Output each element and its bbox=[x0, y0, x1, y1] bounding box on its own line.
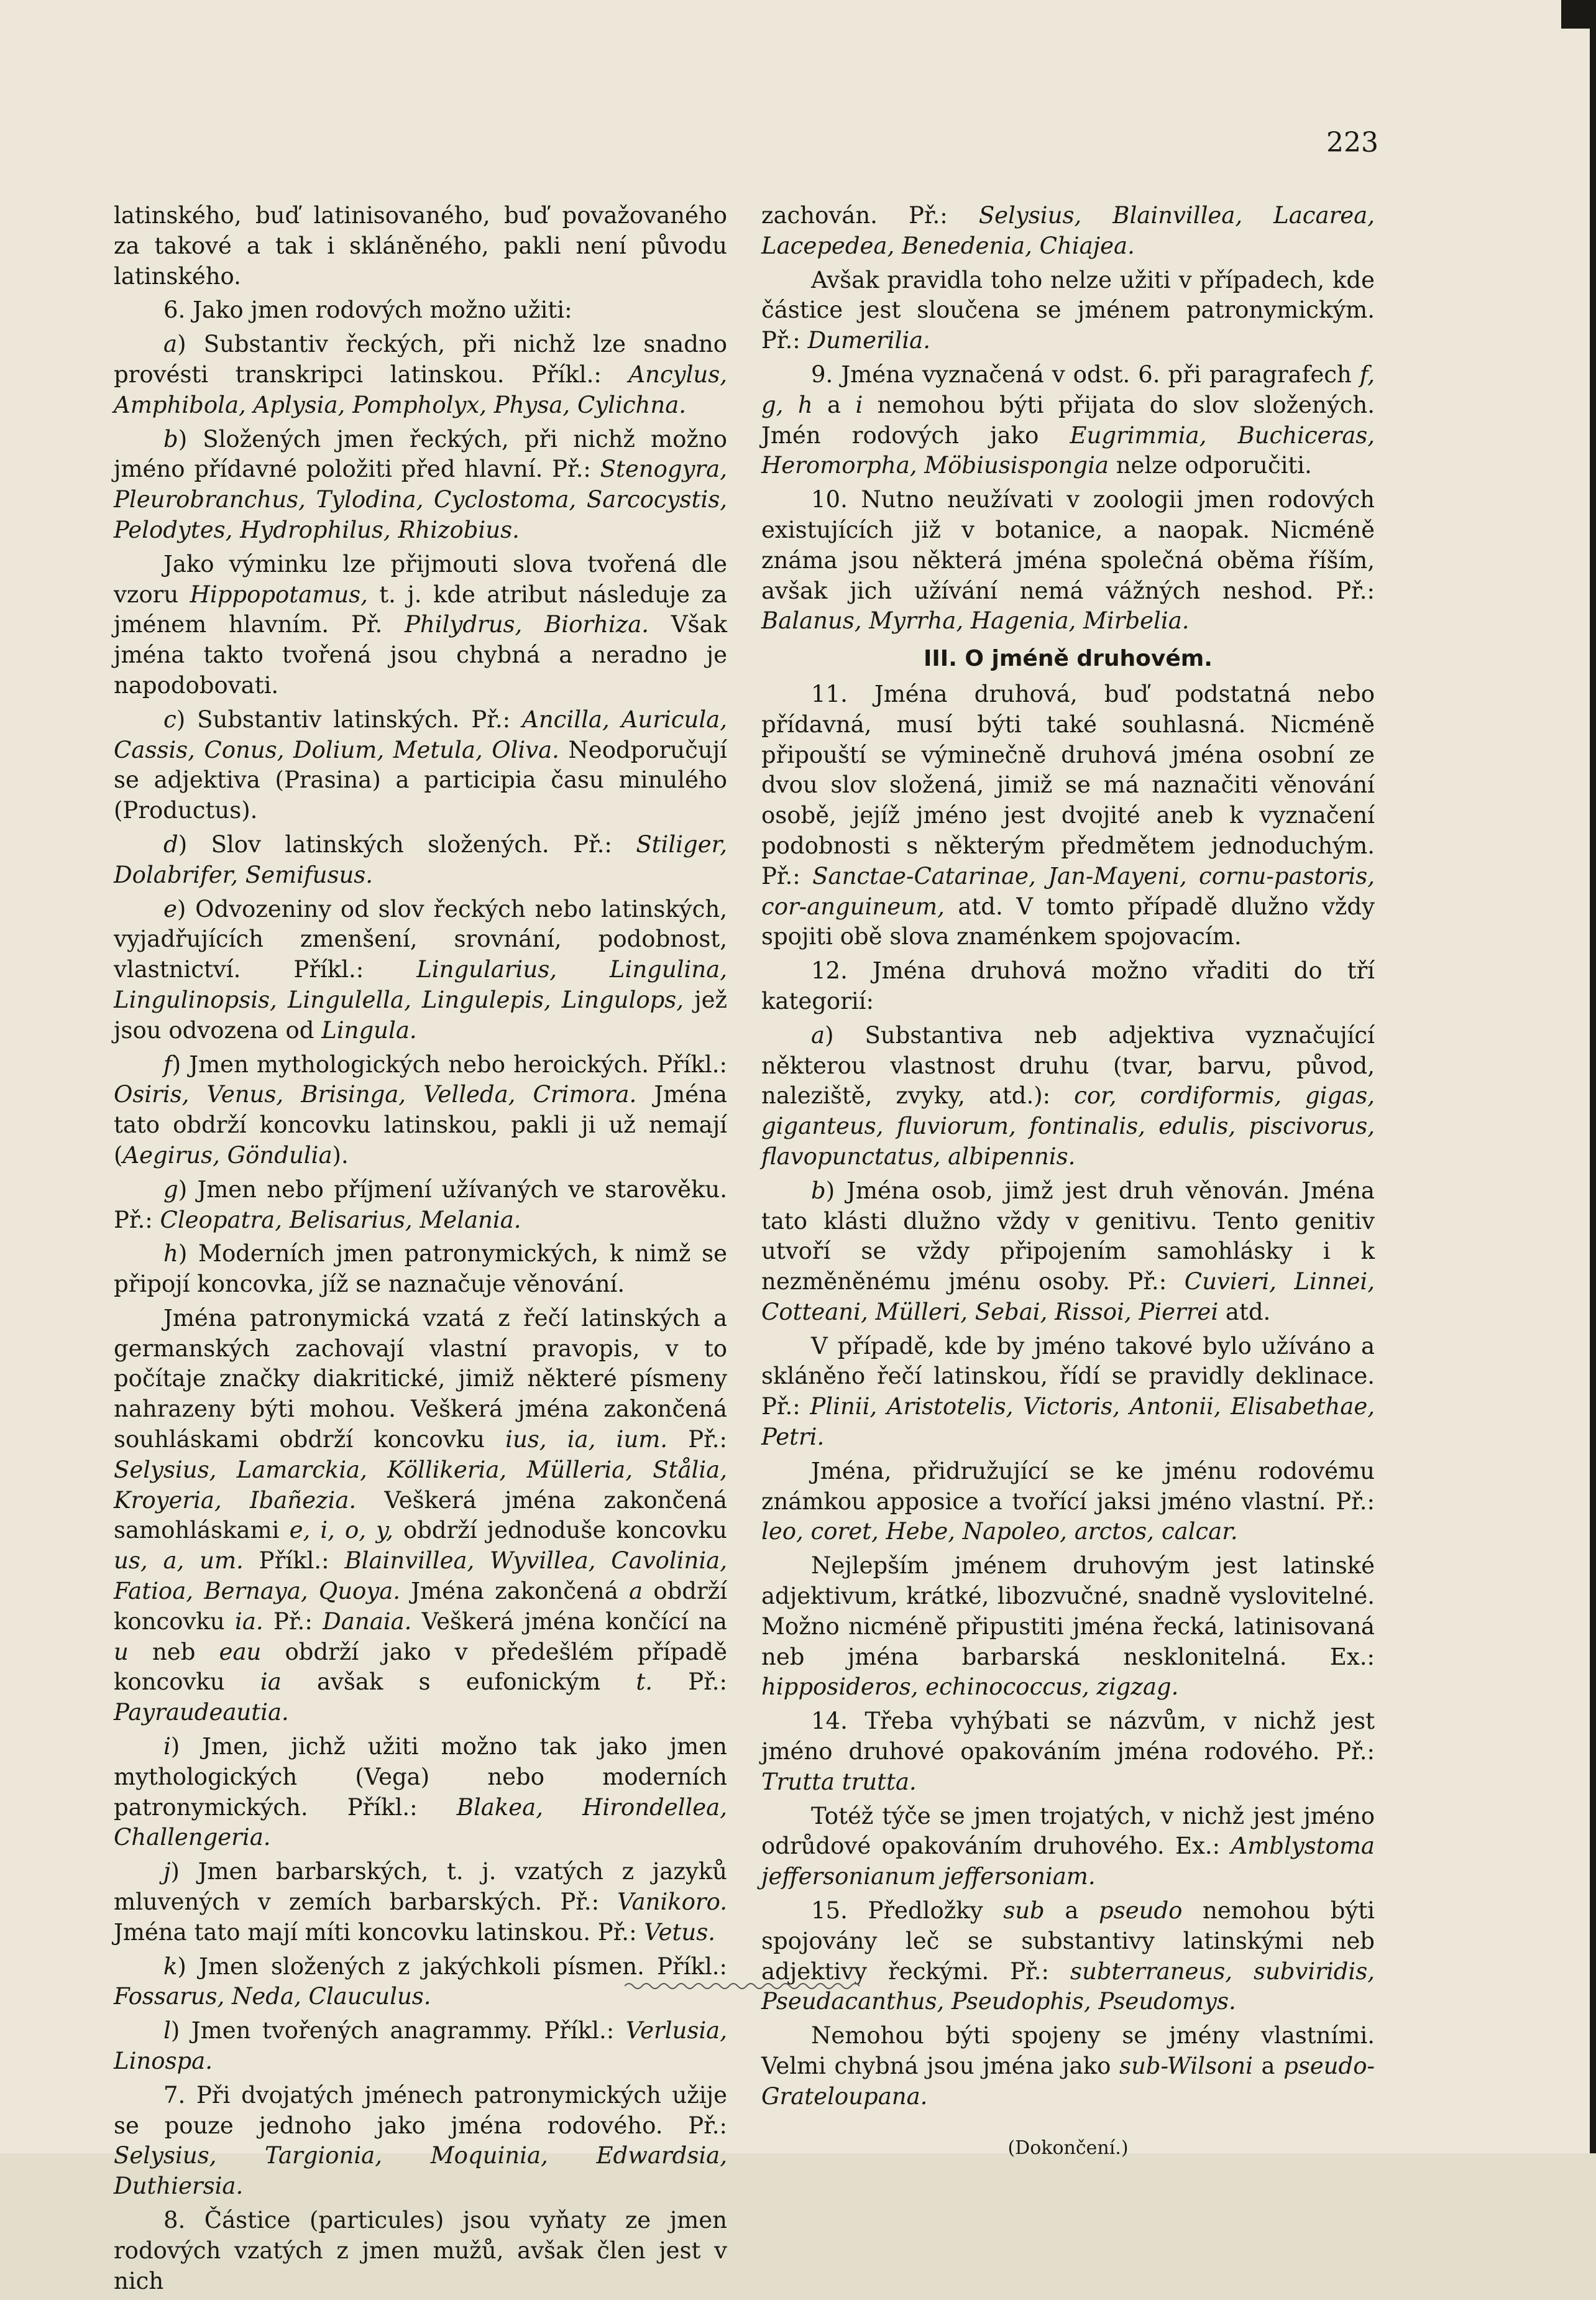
text-run: atd. bbox=[1218, 1298, 1271, 1325]
italic-term: Vetus. bbox=[644, 1918, 715, 1946]
paragraph bbox=[114, 1050, 727, 1171]
italic-term: cor, cordiformis, gigas, giganteus, fluviorum, fontinalis, edulis, piscivorus, flavopunctatus, albipennis. bbox=[761, 1082, 1375, 1170]
text-run: Nemohou býti spojeny se jmény vlastními. Velmi chybná jsou jména jako bbox=[761, 2022, 1375, 2080]
text-run: ) Slov latinských složených. Př.: bbox=[178, 830, 636, 858]
text-run: ) Jmen barbarských, t. j. vzatých z jazyků mluvených v zemích barbarských. Př.: bbox=[114, 1858, 727, 1916]
text-run: Veškerá jména končící na bbox=[411, 1608, 727, 1635]
text-run: Příkl.: bbox=[243, 1547, 345, 1575]
text-run: obdrží jednoduše koncovku bbox=[393, 1517, 727, 1544]
text-run: avšak s eufonickým bbox=[281, 1668, 636, 1696]
italic-term: Lingularius, Lingulina, Lingulinopsis, Lingulella, Lingulepis, Lingulops, bbox=[114, 956, 727, 1013]
italic-term: leo, coret, Hebe, Napoleo, arctos, calcar. bbox=[761, 1518, 1238, 1545]
paragraph bbox=[761, 1021, 1375, 1172]
italic-term: Payraudeautia. bbox=[114, 1699, 289, 1726]
text-run: 10. Nutno neužívati v zoologii jmen rodových existujících již v botanice, a naopak. Nicméně známa jsou některá jména společná oběma říším, avšak jich užívání nemá vážných neshod. Př.: bbox=[761, 486, 1375, 604]
paragraph bbox=[114, 1732, 727, 1853]
text-run: latinského, buď latinisovaného, buď považovaného za takové a tak i skláněného, pakli není původu latinského. bbox=[114, 202, 727, 290]
text-run: ) Jmen, jichž užiti možno tak jako jmen mythologických (Vega) nebo moderních patronymických. Příkl.: bbox=[114, 1733, 727, 1821]
right-column bbox=[761, 201, 1375, 2163]
text-run: 14. Třeba vyhýbati se názvům, v nichž jest jméno druhové opakováním jména rodového. Př.: bbox=[761, 1708, 1375, 1765]
italic-term: k bbox=[163, 1953, 178, 1980]
text-run: obdrží koncovku bbox=[114, 1578, 728, 1635]
italic-term: Cuvieri, Linnei, Cotteani, Mülleri, Sebai, Rissoi, Pierrei bbox=[761, 1268, 1375, 1325]
text-run: 15. Předložky bbox=[811, 1897, 1004, 1925]
italic-term: ia. bbox=[235, 1608, 264, 1635]
text-run: nemohou býti přijata do slov složených. Jmén rodových jako bbox=[761, 391, 1375, 449]
text-run: neb bbox=[128, 1638, 219, 1665]
text-run: Jména tato mají míti koncovku latinskou. Př.: bbox=[114, 1918, 644, 1946]
italic-term: f bbox=[163, 1051, 172, 1078]
italic-term: Stenogyra, Pleurobranchus, Tylodina, Cyclostoma, Sarcocystis, Pelodytes, Hydrophilus, Rhizobius. bbox=[114, 456, 727, 543]
scan-edge bbox=[1590, 0, 1596, 2153]
italic-term: ius, ia, ium. bbox=[505, 1426, 668, 1453]
paragraph bbox=[761, 1801, 1375, 1892]
text-run: ) Jmen mythologických nebo heroických. Příkl.: bbox=[172, 1051, 727, 1078]
text-run: 6. Jako jmen rodových možno užiti: bbox=[163, 297, 572, 324]
italic-term: ia bbox=[260, 1668, 282, 1696]
paragraph bbox=[761, 956, 1375, 1017]
text-run: ) Substantiv řeckých, při nichž lze snadno provésti transkripci latinskou. Příkl.: bbox=[114, 331, 727, 388]
text-run: 9. Jména vyznačená v odst. 6. při paragrafech bbox=[811, 361, 1360, 388]
italic-term: c bbox=[163, 706, 177, 733]
paragraph bbox=[114, 705, 727, 826]
text-run: ) Složených jmen řeckých, při nichž možno jméno přídavné položiti před hlavní. Př.: bbox=[114, 425, 727, 483]
end-note: (Dokončení.) bbox=[1007, 2137, 1129, 2159]
italic-term: Aegirus, Göndulia bbox=[122, 1141, 332, 1169]
text-run: 8. Částice (particules) jsou vyňaty ze jmen rodových vzatých z jmen mužů, avšak člen jest v nich bbox=[114, 2207, 727, 2294]
italic-term: pseudo-Grateloupana. bbox=[761, 2053, 1375, 2110]
text-run: atd. V tomto případě dlužno vždy spojiti obě slova znaménkem spojovacím. bbox=[761, 893, 1375, 950]
wave-divider bbox=[625, 1979, 861, 1994]
text-run: ) Substantiv latinských. Př.: bbox=[176, 706, 523, 733]
italic-term: g bbox=[163, 1175, 178, 1203]
italic-term: u bbox=[114, 1638, 129, 1665]
italic-term: Balanus, Myrrha, Hagenia, Mirbelia. bbox=[761, 607, 1190, 635]
italic-term: a bbox=[629, 1578, 643, 1605]
paragraph bbox=[761, 265, 1375, 356]
paragraph bbox=[114, 2206, 727, 2296]
page-number: 223 bbox=[1326, 127, 1378, 159]
italic-term: d bbox=[163, 830, 178, 858]
paragraph bbox=[114, 1239, 727, 1300]
paragraph bbox=[761, 1332, 1375, 1453]
text-run: jež jsou odvozena od bbox=[114, 986, 727, 1044]
italic-term: Hippopotamus, bbox=[190, 581, 368, 608]
paragraph bbox=[761, 1176, 1375, 1328]
text-run: Veškerá jména zakončená samohláskami bbox=[114, 1486, 727, 1544]
text-run: Jména tato obdrží koncovku latinskou, pakli ji už nemají ( bbox=[114, 1081, 727, 1169]
italic-term: Philydrus, Biorhiza. bbox=[405, 611, 649, 638]
italic-term: t. bbox=[636, 1668, 653, 1696]
right-column-body bbox=[761, 201, 1375, 2112]
paragraph bbox=[114, 830, 727, 891]
italic-term: a bbox=[163, 331, 178, 358]
paragraph bbox=[114, 895, 727, 1046]
paragraph bbox=[114, 329, 727, 420]
text-run: 11. Jména druhová, buď podstatná nebo přídavná, musí býti také souhlasná. Nicméně připouští se výminečně druhová jména osobní ze dvou slov složená, jimiž se má naznačiti věnování osobě, jejíž jméno jest dvojité aneb k vyznačení podobnosti s některým předmětem jednoduchým. Př.: bbox=[761, 680, 1375, 890]
text-run: Neodporučují se adjektiva (Prasina) a participia času minulého (Productus). bbox=[114, 736, 727, 824]
italic-term: Stiliger, Dolabrifer, Semifusus. bbox=[114, 830, 727, 888]
text-run: ). bbox=[332, 1141, 349, 1169]
italic-term: Blakea, Hirondellea, Challengeria. bbox=[114, 1793, 727, 1851]
text-run: ) Substantiva neb adjektiva vyznačující některou vlastnost druhu (tvar, barvu, původ, naleziště, zvyky, atd.): bbox=[761, 1021, 1375, 1110]
text-run: ) Jmen tvořených anagrammy. Příkl.: bbox=[170, 2017, 626, 2045]
text-run: Př.: bbox=[653, 1668, 727, 1696]
paragraph bbox=[761, 360, 1375, 481]
italic-term: Selysius, Targionia, Moquinia, Edwardsia, Duthiersia. bbox=[114, 2142, 727, 2200]
italic-term: e, i, o, y, bbox=[289, 1517, 393, 1544]
italic-term: Lingula. bbox=[321, 1016, 417, 1044]
paragraph bbox=[761, 485, 1375, 637]
text-run: Jména patronymická vzatá z řečí latinských a germanských zachovají vlastní pravopis, v to počítaje značky diakritické, jimiž některé písmeny nahrazeny býti mohou. Veškerá jména zakončená souhláskami obdrží koncovku bbox=[114, 1304, 727, 1453]
text-run: Jména zakončená bbox=[400, 1578, 630, 1605]
italic-term: i bbox=[855, 391, 863, 418]
text-run: a bbox=[1044, 1897, 1099, 1925]
italic-term: Selysius, Blainvillea, Lacarea, Lacepedea, Benedenia, Chiajea. bbox=[761, 202, 1375, 259]
italic-term: Fossarus, Neda, Clauculus. bbox=[114, 1983, 431, 2010]
paragraph bbox=[114, 2016, 727, 2077]
paragraph bbox=[114, 201, 727, 292]
italic-term: Vanikoro. bbox=[617, 1888, 727, 1916]
italic-term: l bbox=[163, 2017, 171, 2045]
scan-corner bbox=[1561, 0, 1590, 29]
text-run: 7. Při dvojatých jménech patronymických užije se pouze jednoho jako jména rodového. Př.: bbox=[114, 2081, 727, 2139]
text-run: Jako výminku lze přijmouti slova tvořená dle vzoru bbox=[114, 550, 727, 608]
italic-term: Eugrimmia, Buchiceras, Heromorpha, Möbiusispongia bbox=[761, 421, 1375, 479]
text-run: Př.: bbox=[667, 1426, 727, 1453]
italic-term: sub-Wilsoni bbox=[1119, 2053, 1253, 2080]
text-run: a bbox=[812, 391, 856, 418]
italic-term: Ancylus, Amphibola, Aplysia, Pompholyx, Physa, Cylichna. bbox=[114, 361, 727, 418]
italic-term: i bbox=[163, 1733, 171, 1760]
italic-term: j bbox=[163, 1858, 171, 1885]
italic-term: sub bbox=[1003, 1897, 1045, 1925]
paragraph bbox=[761, 679, 1375, 952]
text-run: a bbox=[1252, 2053, 1284, 2080]
italic-term: Selysius, Lamarckia, Köllikeria, Mülleria, Stålia, Kroyeria, Ibañezia. bbox=[114, 1456, 727, 1514]
text-run: zachován. Př.: bbox=[761, 202, 979, 229]
paragraph bbox=[761, 201, 1375, 262]
text-run: ) Moderních jmen patronymických, k nimž se připojí koncovka, jíž se naznačuje věnování. bbox=[114, 1240, 727, 1298]
paragraph bbox=[114, 1175, 727, 1236]
text-run: Totéž týče se jmen trojatých, v nichž jest jméno odrůdové opakováním druhového. Ex.: bbox=[761, 1802, 1375, 1860]
italic-term: Trutta trutta. bbox=[761, 1768, 917, 1795]
text-run: nelze odporučiti. bbox=[1108, 452, 1312, 479]
text-run: III. O jméně druhovém. bbox=[924, 646, 1213, 672]
italic-term: eau bbox=[219, 1638, 262, 1665]
italic-term: Danaia. bbox=[323, 1608, 412, 1635]
paragraph bbox=[114, 425, 727, 546]
paragraph bbox=[761, 1456, 1375, 1547]
italic-term: f, g, h bbox=[761, 361, 1375, 418]
paragraph bbox=[114, 1857, 727, 1948]
text-run: ) Jmen složených z jakýchkoli písmen. Příkl.: bbox=[177, 1953, 727, 1980]
italic-term: pseudo bbox=[1099, 1897, 1183, 1925]
text-run: Př.: bbox=[263, 1608, 323, 1635]
italic-term: hipposideros, echinococcus, zigzag. bbox=[761, 1673, 1179, 1701]
paragraph bbox=[114, 1304, 727, 1728]
text-run: Avšak pravidla toho nelze užiti v případech, kde částice jest sloučena se jménem patronymickým. Př.: bbox=[761, 266, 1375, 354]
text-run: 12. Jména druhová možno vřaditi do tří kategorií: bbox=[761, 957, 1375, 1014]
text-run: ) Odvozeniny od slov řeckých nebo latinských, vyjadřujících zmenšení, srovnání, podobnost, vlastnictví. Příkl.: bbox=[114, 895, 727, 983]
italic-term: Osiris, Venus, Brisinga, Velleda, Crimora. bbox=[114, 1081, 637, 1108]
italic-term: e bbox=[163, 895, 177, 922]
paragraph bbox=[761, 1551, 1375, 1703]
text-run: ) Jména osob, jimž jest druh věnován. Jména tato klásti dlužno vždy v genitivu. Tento genitiv utvoří se vždy připojením samohlásky i k nezměněnému jménu osoby. Př.: bbox=[761, 1177, 1375, 1295]
text-run: obdrží jako v předešlém případě koncovku bbox=[114, 1638, 728, 1696]
text-run: V případě, kde by jméno takové bylo užíváno a skláněno řečí latinskou, řídí se pravidly deklinace. Př.: bbox=[761, 1332, 1375, 1420]
italic-term: subterraneus, subviridis, Pseudacanthus, Pseudophis, Pseudomys. bbox=[761, 1957, 1375, 2015]
italic-term: Cleopatra, Belisarius, Melania. bbox=[160, 1206, 521, 1233]
paragraph bbox=[761, 2021, 1375, 2112]
italic-term: Verlusia, Linospa. bbox=[114, 2017, 727, 2075]
paragraph bbox=[761, 1706, 1375, 1797]
italic-term: h bbox=[163, 1240, 178, 1267]
text-run: Jména, přidružující se ke jménu rodovému známkou apposice a tvořící jaksi jméno vlastní. Př.: bbox=[761, 1457, 1375, 1515]
paragraph bbox=[114, 295, 727, 326]
paragraph bbox=[761, 1896, 1375, 2017]
text-run: t. j. kde atribut následuje za jménem hlavním. Př. bbox=[114, 581, 728, 638]
italic-term: b bbox=[811, 1177, 826, 1204]
text-run: ) Jmen nebo příjmení užívaných ve starověku. Př.: bbox=[114, 1175, 727, 1233]
italic-term: us, a, um. bbox=[114, 1547, 244, 1575]
text-run: nemohou býti spojovány leč se substantivy latinskými neb adjektivy řeckými. Př.: bbox=[761, 1897, 1375, 1985]
italic-term: Blainvillea, Wyvillea, Cavolinia, Fatioa, Bernaya, Quoya. bbox=[114, 1547, 727, 1605]
italic-term: a bbox=[811, 1021, 825, 1049]
italic-term: Dumerilia. bbox=[807, 327, 930, 354]
italic-term: Sanctae-Catarinae, Jan-Mayeni, cornu-pastoris, cor-anguineum, bbox=[761, 862, 1375, 920]
paragraph bbox=[114, 550, 727, 701]
text-run: Však jména takto tvořená jsou chybná a neradno je napodobovati. bbox=[114, 611, 727, 699]
italic-term: b bbox=[163, 425, 178, 453]
text-run: Nejlepším jménem druhovým jest latinské adjektivum, krátké, libozvučné, snadně vyslovitelné. Možno nicméně připustiti jména řecká, latinisovaná neb jména barbarská nesklonitelná. Ex.: bbox=[761, 1552, 1375, 1670]
paragraph bbox=[114, 2081, 727, 2202]
italic-term: Plinii, Aristotelis, Victoris, Antonii, Elisabethae, Petri. bbox=[761, 1393, 1375, 1451]
italic-term: Ancilla, Auricula, Cassis, Conus, Dolium, Metula, Oliva. bbox=[114, 706, 727, 763]
italic-term: Amblystoma jeffersonianum jeffersoniam. bbox=[761, 1833, 1375, 1890]
section-heading bbox=[761, 644, 1375, 674]
